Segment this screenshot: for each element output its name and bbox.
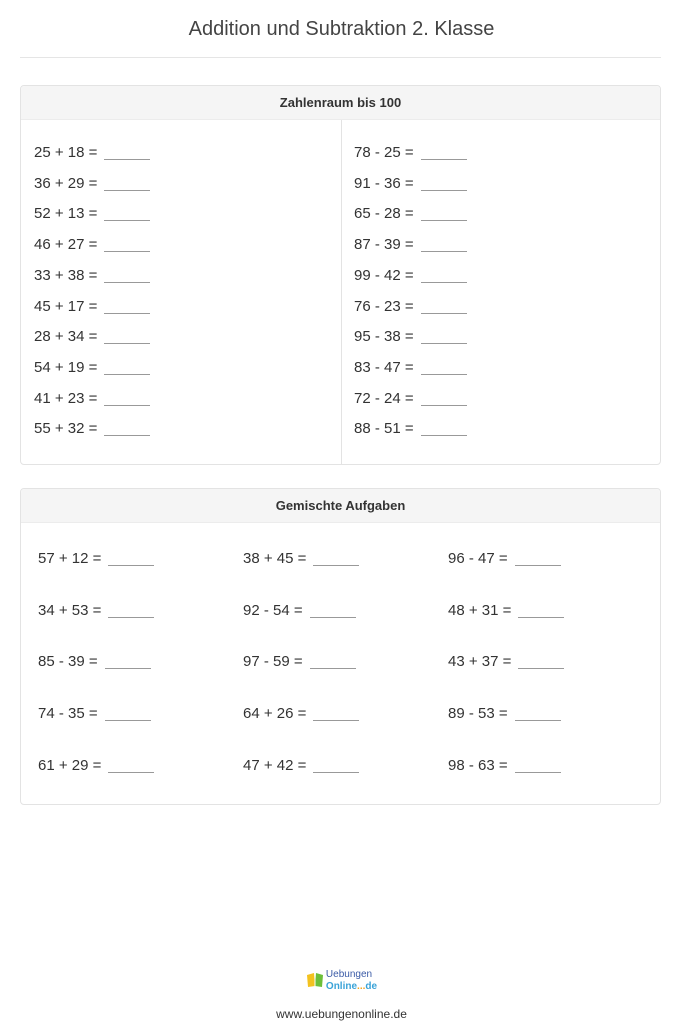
exercise — [354, 327, 467, 347]
exercise-text: 36 + 29 = — [34, 174, 98, 192]
exercise — [448, 704, 561, 724]
exercise-text: 57 + 12 = — [38, 550, 102, 567]
exercise — [243, 601, 356, 621]
page-title: Addition und Subtraktion 2. Klasse — [188, 18, 495, 40]
exercise — [38, 756, 154, 776]
exercise-text: 28 + 34 = — [34, 328, 98, 346]
exercise — [448, 549, 561, 569]
exercise — [34, 389, 150, 409]
exercise-text: 78 - 25 = — [354, 144, 414, 161]
exercise — [354, 204, 467, 224]
exercise-text: 46 + 27 = — [34, 236, 98, 254]
answer-blank[interactable] — [421, 206, 467, 221]
exercise — [34, 266, 150, 286]
answer-blank[interactable] — [108, 603, 154, 618]
exercise — [448, 756, 561, 776]
answer-blank[interactable] — [421, 329, 467, 344]
exercise — [354, 358, 467, 378]
logo-line2: Online — [325, 981, 358, 992]
exercise-text: 97 - 59 = — [243, 653, 303, 671]
exercise — [354, 297, 467, 317]
exercise-text: 87 - 39 = — [354, 236, 414, 254]
answer-blank[interactable] — [518, 603, 564, 618]
answer-blank[interactable] — [104, 391, 150, 406]
exercise-text: 88 - 51 = — [354, 420, 414, 438]
exercise — [34, 419, 150, 439]
answer-blank[interactable] — [421, 299, 467, 314]
answer-blank[interactable] — [518, 654, 564, 669]
exercise-text: 43 + 37 = — [448, 653, 512, 671]
exercise-text: 34 + 53 = — [38, 601, 102, 619]
answer-blank[interactable] — [421, 421, 467, 436]
exercise-text: 54 + 19 = — [34, 358, 98, 376]
exercise — [354, 389, 467, 409]
exercise — [448, 601, 564, 621]
answer-blank[interactable] — [104, 299, 150, 314]
answer-blank[interactable] — [421, 237, 467, 252]
answer-blank[interactable] — [105, 706, 151, 721]
exercise-text: 41 + 23 = — [34, 389, 98, 407]
exercise — [448, 652, 564, 672]
answer-blank[interactable] — [310, 654, 356, 669]
answer-blank[interactable] — [310, 603, 356, 618]
exercise — [34, 297, 150, 317]
answer-blank[interactable] — [104, 145, 150, 160]
exercise — [34, 204, 150, 224]
exercise-text: 76 - 23 = — [354, 297, 414, 315]
exercise-text: 92 - 54 = — [243, 601, 303, 619]
title-divider — [20, 57, 661, 58]
section-zahlenraum — [20, 85, 661, 465]
footer-logo[interactable] — [0, 968, 683, 994]
exercise — [38, 601, 154, 621]
exercise — [34, 143, 150, 163]
exercise — [38, 549, 154, 569]
exercise-text: 25 + 18 = — [34, 144, 98, 161]
exercise — [243, 704, 359, 724]
answer-blank[interactable] — [104, 206, 150, 221]
exercise-text: 38 + 45 = — [243, 550, 307, 567]
answer-blank[interactable] — [104, 360, 150, 375]
logo-line1: Uebungen — [325, 969, 373, 980]
logo-tld: de — [365, 981, 378, 992]
exercise — [354, 174, 467, 194]
exercise — [243, 756, 359, 776]
exercise — [34, 235, 150, 255]
exercise — [34, 327, 150, 347]
exercise — [354, 419, 467, 439]
column-divider — [341, 120, 342, 464]
answer-blank[interactable] — [421, 176, 467, 191]
exercise — [354, 143, 467, 163]
section-heading: Gemischte Aufgaben — [21, 489, 660, 523]
answer-blank[interactable] — [108, 551, 154, 566]
exercise-text: 64 + 26 = — [243, 705, 307, 723]
answer-blank[interactable] — [421, 360, 467, 375]
exercise-text: 96 - 47 = — [448, 550, 508, 567]
answer-blank[interactable] — [105, 654, 151, 669]
exercise-text: 47 + 42 = — [243, 756, 307, 774]
answer-blank[interactable] — [515, 551, 561, 566]
answer-blank[interactable] — [421, 391, 467, 406]
answer-blank[interactable] — [421, 145, 467, 160]
exercise — [38, 704, 151, 724]
exercise-text: 74 - 35 = — [38, 705, 98, 723]
answer-blank[interactable] — [313, 758, 359, 773]
footer-url[interactable]: www.uebungenonline.de — [276, 1007, 407, 1021]
exercise-text: 95 - 38 = — [354, 328, 414, 346]
logo-dots: ... — [357, 981, 366, 992]
answer-blank[interactable] — [108, 758, 154, 773]
exercise-text: 72 - 24 = — [354, 389, 414, 407]
exercise — [243, 652, 356, 672]
answer-blank[interactable] — [104, 268, 150, 283]
exercise-text: 48 + 31 = — [448, 601, 512, 619]
exercise-text: 99 - 42 = — [354, 266, 414, 284]
exercise — [243, 549, 359, 569]
answer-blank[interactable] — [104, 329, 150, 344]
exercise-text: 89 - 53 = — [448, 705, 508, 723]
exercise-text: 52 + 13 = — [34, 205, 98, 223]
exercise-text: 85 - 39 = — [38, 653, 98, 671]
section-heading: Zahlenraum bis 100 — [21, 86, 660, 120]
exercise-text: 98 - 63 = — [448, 756, 508, 774]
answer-blank[interactable] — [104, 237, 150, 252]
exercise — [354, 235, 467, 255]
answer-blank[interactable] — [515, 758, 561, 773]
exercise-text: 55 + 32 = — [34, 420, 98, 438]
exercise-text: 45 + 17 = — [34, 297, 98, 315]
section-gemischte-aufgaben — [20, 488, 661, 805]
exercise-text: 33 + 38 = — [34, 266, 98, 284]
exercise — [34, 358, 150, 378]
exercise — [38, 652, 151, 672]
book-icon — [306, 971, 324, 989]
answer-blank[interactable] — [421, 268, 467, 283]
exercise — [354, 266, 467, 286]
exercise-text: 65 - 28 = — [354, 205, 414, 223]
exercise — [34, 174, 150, 194]
exercise-text: 83 - 47 = — [354, 358, 414, 376]
answer-blank[interactable] — [313, 551, 359, 566]
answer-blank[interactable] — [104, 421, 150, 436]
answer-blank[interactable] — [313, 706, 359, 721]
answer-blank[interactable] — [104, 176, 150, 191]
exercise-text: 91 - 36 = — [354, 174, 414, 192]
answer-blank[interactable] — [515, 706, 561, 721]
exercise-text: 61 + 29 = — [38, 756, 102, 774]
